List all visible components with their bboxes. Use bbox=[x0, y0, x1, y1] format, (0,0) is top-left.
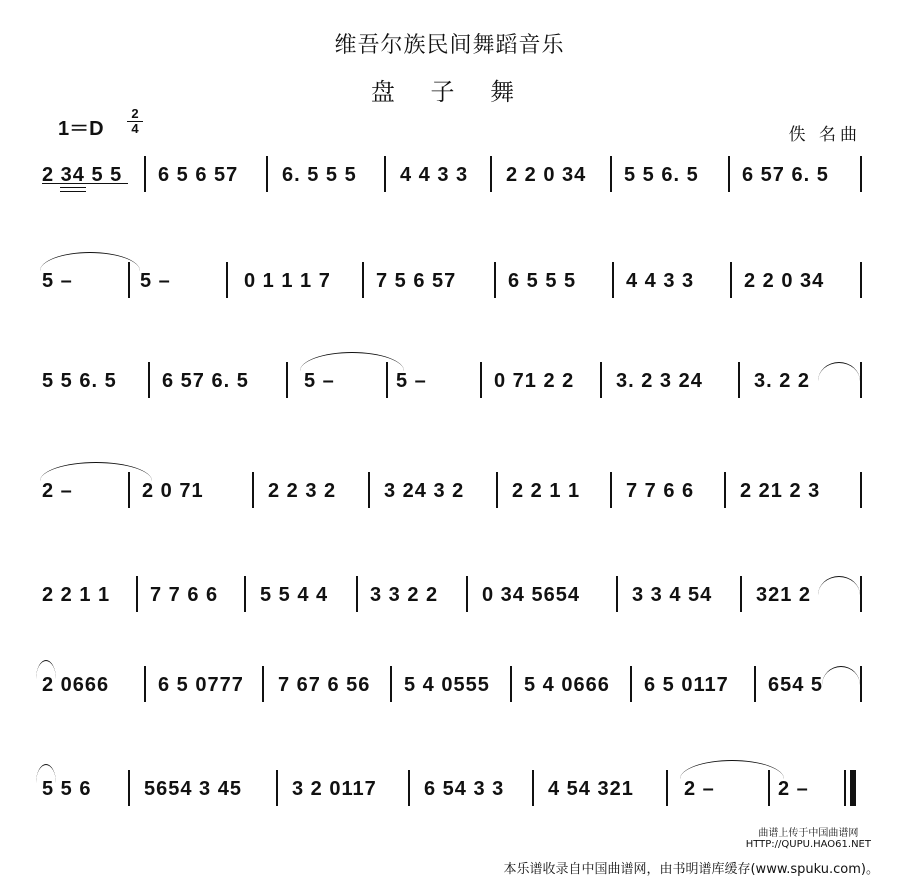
barline bbox=[356, 576, 358, 612]
measure: 3 24 3 2 bbox=[384, 480, 465, 502]
measure: 3. 2 3 24 bbox=[616, 370, 703, 392]
measure: 2 2 1 1 bbox=[512, 480, 581, 502]
measure: 5 – bbox=[396, 370, 427, 392]
staff-row-3 bbox=[38, 358, 868, 408]
measure: 0 1 1 1 7 bbox=[244, 270, 331, 292]
barline bbox=[148, 362, 150, 398]
page-title: 维吾尔族民间舞蹈音乐 bbox=[334, 33, 565, 58]
piece-title: 盘 子 舞 bbox=[370, 78, 529, 106]
measure: 5 5 6. 5 bbox=[42, 370, 117, 392]
staff-row-4 bbox=[38, 468, 868, 518]
measure: 4 4 3 3 bbox=[626, 270, 695, 292]
barline bbox=[630, 666, 632, 702]
measure: 7 67 6 56 bbox=[278, 674, 371, 696]
beam-line bbox=[60, 191, 86, 192]
measure: 2 0666 bbox=[42, 674, 110, 696]
barline bbox=[390, 666, 392, 702]
measure: 2 2 3 2 bbox=[268, 480, 337, 502]
barline bbox=[362, 262, 364, 298]
barline bbox=[408, 770, 410, 806]
barline bbox=[286, 362, 288, 398]
measure: 2 21 2 3 bbox=[740, 480, 821, 502]
staff-row-5 bbox=[38, 572, 868, 622]
barline bbox=[738, 362, 740, 398]
measure: 6 5 0777 bbox=[158, 674, 244, 696]
measure: 2 – bbox=[684, 778, 715, 800]
measure: 6 54 3 3 bbox=[424, 778, 505, 800]
barline bbox=[496, 472, 498, 508]
composer-credit: 佚 名曲 bbox=[788, 125, 861, 145]
barline bbox=[754, 666, 756, 702]
source-watermark-url: HTTP://QUPU.HAO61.NET bbox=[745, 839, 871, 850]
measure: 0 71 2 2 bbox=[494, 370, 575, 392]
barline bbox=[384, 156, 386, 192]
barline bbox=[612, 262, 614, 298]
final-barline-thick bbox=[850, 770, 856, 806]
barline bbox=[144, 666, 146, 702]
source-watermark bbox=[746, 828, 871, 850]
source-watermark-line: 曲谱上传于中国曲谱网 bbox=[758, 828, 859, 839]
measure: 7 7 6 6 bbox=[626, 480, 695, 502]
time-signature bbox=[127, 108, 143, 135]
key-signature: 1＝D bbox=[58, 118, 104, 140]
barline bbox=[666, 770, 668, 806]
barline bbox=[262, 666, 264, 702]
barline bbox=[600, 362, 602, 398]
staff-row-2 bbox=[38, 258, 868, 308]
barline bbox=[610, 156, 612, 192]
barline bbox=[768, 770, 770, 806]
barline bbox=[740, 576, 742, 612]
source-note: 本乐谱收录自中国曲谱网，由书明谱库缓存(www.spuku.com)。 bbox=[503, 862, 879, 877]
measure: 2 2 1 1 bbox=[42, 584, 111, 606]
barline bbox=[128, 262, 130, 298]
measure: 3. 2 2 bbox=[754, 370, 811, 392]
barline bbox=[128, 770, 130, 806]
measure: 2 0 71 bbox=[142, 480, 204, 502]
final-barline-thin bbox=[844, 770, 846, 806]
barline bbox=[724, 472, 726, 508]
staff-row-1 bbox=[38, 152, 868, 202]
barline bbox=[226, 262, 228, 298]
measure: 5 4 0555 bbox=[404, 674, 490, 696]
measure: 7 5 6 57 bbox=[376, 270, 457, 292]
barline bbox=[728, 156, 730, 192]
beam-line bbox=[60, 187, 86, 188]
measure: 2 – bbox=[778, 778, 809, 800]
measure: 5 4 0666 bbox=[524, 674, 610, 696]
measure: 5 – bbox=[140, 270, 171, 292]
measure: 6 5 5 5 bbox=[508, 270, 577, 292]
staff-row-6 bbox=[38, 662, 868, 712]
measure: 6 57 6. 5 bbox=[742, 164, 829, 186]
barline bbox=[860, 666, 862, 702]
measure: 6 5 0117 bbox=[644, 674, 729, 696]
barline bbox=[128, 472, 130, 508]
measure: 6 5 6 57 bbox=[158, 164, 239, 186]
time-signature-bottom: 4 bbox=[131, 121, 139, 136]
measure: 7 7 6 6 bbox=[150, 584, 219, 606]
measure: 2 2 0 34 bbox=[744, 270, 825, 292]
barline bbox=[144, 156, 146, 192]
barline bbox=[386, 362, 388, 398]
measure: 4 4 3 3 bbox=[400, 164, 469, 186]
barline bbox=[252, 472, 254, 508]
barline bbox=[276, 770, 278, 806]
measure: 2 – bbox=[42, 480, 73, 502]
measure: 2 2 0 34 bbox=[506, 164, 587, 186]
tie-slur bbox=[818, 362, 860, 381]
barline bbox=[860, 156, 862, 192]
time-signature-top: 2 bbox=[131, 106, 139, 121]
barline bbox=[244, 576, 246, 612]
barline bbox=[368, 472, 370, 508]
tie-slur bbox=[822, 666, 860, 685]
barline bbox=[860, 472, 862, 508]
measure: 3 2 0117 bbox=[292, 778, 377, 800]
barline bbox=[730, 262, 732, 298]
barline bbox=[510, 666, 512, 702]
measure: 3 3 2 2 bbox=[370, 584, 439, 606]
beam-line bbox=[42, 183, 128, 184]
barline bbox=[480, 362, 482, 398]
barline bbox=[860, 262, 862, 298]
barline bbox=[266, 156, 268, 192]
barline bbox=[860, 576, 862, 612]
measure: 5 – bbox=[42, 270, 73, 292]
staff-row-7 bbox=[38, 766, 868, 816]
tie-slur bbox=[818, 576, 860, 595]
measure: 3 3 4 54 bbox=[632, 584, 713, 606]
barline bbox=[860, 362, 862, 398]
measure: 6 57 6. 5 bbox=[162, 370, 249, 392]
barline bbox=[494, 262, 496, 298]
measure: 0 34 5654 bbox=[482, 584, 580, 606]
measure: 5 5 6. 5 bbox=[624, 164, 699, 186]
measure: 654 5 bbox=[768, 674, 824, 696]
barline bbox=[136, 576, 138, 612]
measure: 4 54 321 bbox=[548, 778, 634, 800]
measure: 5654 3 45 bbox=[144, 778, 242, 800]
barline bbox=[532, 770, 534, 806]
measure: 5 5 6 bbox=[42, 778, 92, 800]
measure: 2 34 5 5 bbox=[42, 164, 123, 186]
measure: 5 5 4 4 bbox=[260, 584, 329, 606]
barline bbox=[616, 576, 618, 612]
barline bbox=[610, 472, 612, 508]
barline bbox=[466, 576, 468, 612]
measure: 5 – bbox=[304, 370, 335, 392]
barline bbox=[490, 156, 492, 192]
measure: 6. 5 5 5 bbox=[282, 164, 357, 186]
measure: 321 2 bbox=[756, 584, 812, 606]
